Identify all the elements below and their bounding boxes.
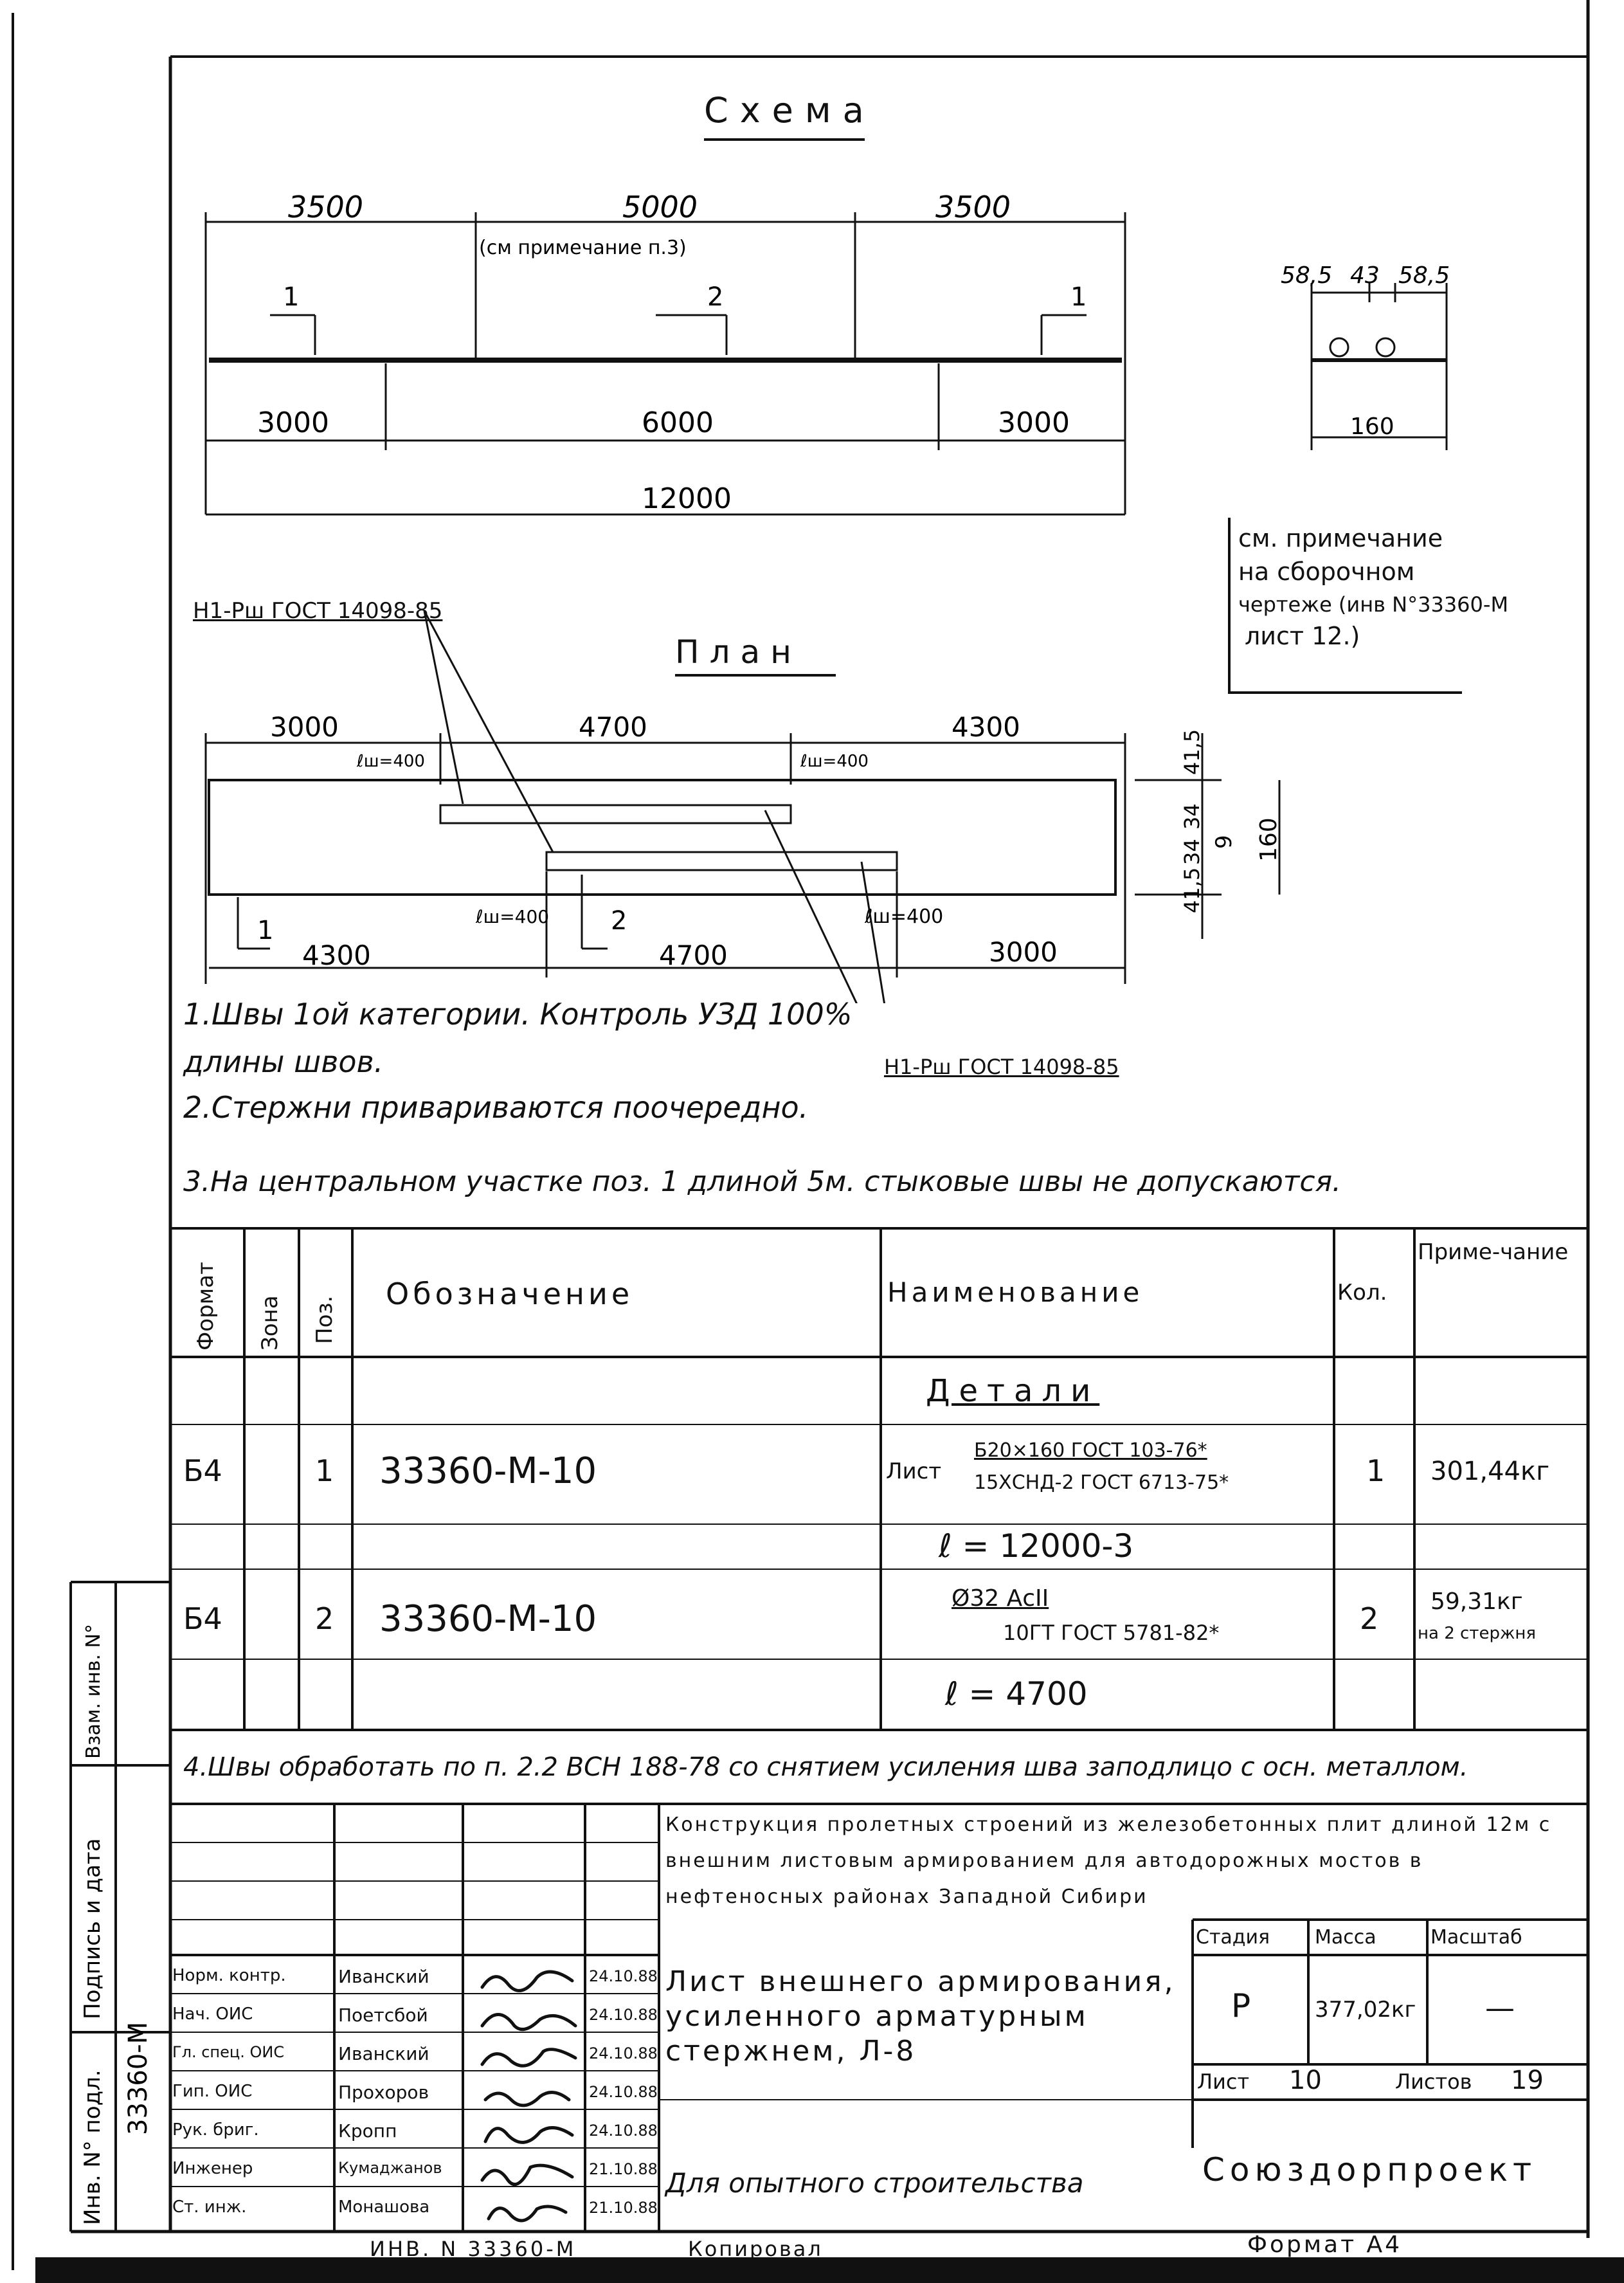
- sign-role: Норм. контр.: [172, 1966, 286, 1985]
- th-name: Наименование: [887, 1277, 1144, 1308]
- note-box-line-2: на сборочном: [1238, 558, 1415, 586]
- plan-dim-right-1: 41,5: [1180, 729, 1204, 775]
- plan-dim-bottom-2: 4700: [659, 940, 728, 971]
- section-dim-1: 58,5: [1281, 262, 1333, 289]
- row1-name-bottom: 15ХСНД-2 ГОСТ 6713-75*: [974, 1471, 1229, 1494]
- scheme-title: Схема: [704, 90, 876, 131]
- row2-pos: 2: [315, 1601, 334, 1636]
- side-vzam: Взам. инв. N°: [82, 1624, 105, 1759]
- sheet-label: Лист: [1197, 2069, 1250, 2094]
- sign-role: Инженер: [172, 2159, 253, 2178]
- weld-label-4: ℓш=400: [865, 905, 944, 928]
- mass-value: 377,02кг: [1315, 1997, 1416, 2023]
- scheme-dim-bottom-2: 6000: [642, 406, 714, 439]
- electrode-label-top: Н1-Рш ГОСТ 14098-85: [193, 598, 443, 624]
- purpose: Для опытного строительства: [665, 2167, 1084, 2199]
- plan-dim-top-2: 4700: [579, 711, 647, 743]
- weld-label-1: ℓш=400: [357, 752, 425, 771]
- sign-date: 24.10.88: [589, 2006, 658, 2024]
- electrode-label-bottom: Н1-Рш ГОСТ 14098-85: [884, 1055, 1119, 1079]
- plan-dim-right-6: 160: [1256, 817, 1282, 862]
- section-width: 160: [1350, 414, 1394, 440]
- th-note: Приме-чание: [1418, 1239, 1569, 1265]
- sign-name: Кропп: [338, 2120, 397, 2142]
- sign-row: [172, 1997, 751, 2035]
- plan-dim-right-4: 41,5: [1180, 867, 1204, 913]
- scheme-section-2: 2: [707, 282, 724, 312]
- signature-scribbles: [476, 1961, 585, 2232]
- sheet-title: Лист внешнего армирования, усиленного арматурным стержнем, Л-8: [665, 1965, 1176, 2068]
- sign-date: 21.10.88: [589, 2199, 658, 2217]
- scheme-note-ref: (см примечание п.3): [479, 237, 687, 259]
- row2-length: ℓ = 4700: [945, 1675, 1088, 1713]
- row1-name-prefix: Лист: [886, 1459, 942, 1484]
- th-designation: Обозначение: [386, 1277, 634, 1311]
- scheme-total: 12000: [642, 482, 732, 515]
- note-box-line-3: чертеже (инв N°33360-М: [1238, 592, 1509, 617]
- sign-row: [172, 2035, 751, 2074]
- plan-pos-2: 2: [611, 906, 627, 936]
- side-sign: Подпись и дата: [80, 1838, 105, 2019]
- plan-dim-right-2: 34: [1180, 803, 1204, 830]
- row1-note: 301,44кг: [1430, 1457, 1550, 1486]
- sign-date: 24.10.88: [589, 2122, 658, 2140]
- note-2: 2.Стержни привариваются поочередно.: [183, 1090, 809, 1125]
- side-stamp: [0, 0, 174, 2251]
- row2-name-bottom: 10ГТ ГОСТ 5781-82*: [1003, 1621, 1220, 1645]
- organization: Союздорпроект: [1202, 2151, 1537, 2188]
- sign-role: Рук. бриг.: [172, 2120, 259, 2140]
- note-box-line-4: лист 12.): [1245, 622, 1360, 650]
- stage-label: Стадия: [1196, 1926, 1270, 1949]
- plan-dim-right-5: 9: [1211, 835, 1237, 849]
- sheets-total: 19: [1511, 2066, 1544, 2095]
- sign-role: Нач. ОИС: [172, 2005, 253, 2024]
- section-title-details: Детали: [926, 1373, 1100, 1409]
- project-title: Конструкция пролетных строений из железобетонных плит длиной 12м с внешним листовым армированием для автодорожных мостов в нефтеносных районах Западной Сибири: [665, 1814, 1552, 1908]
- sign-role: Гл. спец. ОИС: [172, 2043, 285, 2061]
- row1-name-top: Б20×160 ГОСТ 103-76*: [974, 1439, 1207, 1462]
- plan-dim-top-3: 4300: [952, 711, 1020, 743]
- scale-value: —: [1485, 1990, 1515, 2025]
- sign-name: Поетсбой: [338, 2005, 428, 2026]
- sign-row: [172, 2190, 751, 2228]
- sign-row: [172, 1958, 751, 1997]
- mass-label: Масса: [1315, 1926, 1376, 1949]
- weld-label-2: ℓш=400: [800, 752, 869, 771]
- sign-date: 21.10.88: [589, 2160, 658, 2178]
- note-1: 1.Швы 1ой категории. Контроль УЗД 100% длины швов.: [183, 997, 853, 1079]
- th-format: Формат: [193, 1262, 219, 1351]
- sign-date: 24.10.88: [589, 1967, 658, 1985]
- weld-label-3: ℓш=400: [476, 906, 550, 927]
- sign-date: 24.10.88: [589, 2083, 658, 2101]
- sign-row: [172, 2151, 751, 2190]
- sheets-label: Листов: [1395, 2069, 1472, 2094]
- th-qty: Кол.: [1337, 1280, 1387, 1305]
- side-inv: Инв. N° подл.: [80, 2069, 105, 2225]
- sign-role: Гип. ОИС: [172, 2082, 253, 2101]
- note-3: 3.На центральном участке поз. 1 длиной 5м. стыковые швы не допускаются.: [183, 1165, 1342, 1198]
- plan-dim-bottom-1: 4300: [302, 940, 371, 971]
- plan-dim-right-3: 34: [1180, 839, 1204, 865]
- sheet-number: 10: [1289, 2066, 1322, 2095]
- scale-label: Масштаб: [1430, 1926, 1522, 1949]
- note-box-line-1: см. примечание: [1238, 524, 1443, 552]
- row2-designation: 33360-М-10: [379, 1598, 597, 1640]
- scheme-dim-top-2: 5000: [622, 190, 698, 224]
- plan-pos-1: 1: [257, 916, 274, 945]
- plan-dim-top-1: 3000: [270, 711, 339, 743]
- side-inv-no: 33360-М: [123, 2021, 153, 2135]
- scheme-dim-bottom-3: 3000: [998, 406, 1070, 439]
- row2-note: 59,31кг: [1430, 1588, 1523, 1615]
- row2-name-top: Ø32 АсII: [952, 1585, 1049, 1612]
- th-pos: Поз.: [312, 1295, 338, 1344]
- signatures-table: [172, 1958, 751, 2228]
- th-zone: Зона: [257, 1295, 283, 1351]
- stage-value: Р: [1231, 1987, 1251, 2024]
- scheme-section-1b: 1: [1070, 282, 1087, 312]
- row1-format: Б4: [183, 1453, 222, 1488]
- row1-designation: 33360-М-10: [379, 1450, 597, 1492]
- plan-title: План: [675, 633, 802, 671]
- scheme-dim-top-3: 3500: [935, 190, 1011, 224]
- row1-qty: 1: [1366, 1453, 1385, 1488]
- scheme-dim-bottom-1: 3000: [257, 406, 329, 439]
- row2-note-2: на 2 стержня: [1418, 1624, 1537, 1643]
- sign-name: Иванский: [338, 2043, 429, 2064]
- scheme-dim-top-1: 3500: [288, 190, 364, 224]
- row1-pos: 1: [315, 1453, 334, 1488]
- section-dim-2: 43: [1350, 262, 1380, 289]
- sign-name: Иванский: [338, 1966, 429, 1987]
- sign-name: Прохоров: [338, 2082, 429, 2103]
- sign-role: Ст. инж.: [172, 2197, 247, 2217]
- sign-name: Монашова: [338, 2197, 430, 2217]
- row2-format: Б4: [183, 1601, 222, 1636]
- note-4: 4.Швы обработать по п. 2.2 ВСН 188-78 со снятием усиления шва заподлицо с осн. металлом.: [183, 1752, 1468, 1782]
- row1-length: ℓ = 12000-3: [939, 1527, 1134, 1565]
- footer-copied: Копировал: [688, 2237, 823, 2261]
- sign-row: [172, 2113, 751, 2151]
- sign-date: 24.10.88: [589, 2044, 658, 2062]
- section-dim-3: 58,5: [1398, 262, 1450, 289]
- plan-dim-bottom-3: 3000: [989, 936, 1058, 968]
- sign-name: Кумаджанов: [338, 2159, 442, 2177]
- row2-qty: 2: [1360, 1601, 1379, 1636]
- sign-row: [172, 2074, 751, 2113]
- scheme-section-1: 1: [283, 282, 300, 312]
- footer-inv: ИНВ. N 33360-М: [370, 2237, 577, 2261]
- footer-format: Формат А4: [1247, 2232, 1403, 2258]
